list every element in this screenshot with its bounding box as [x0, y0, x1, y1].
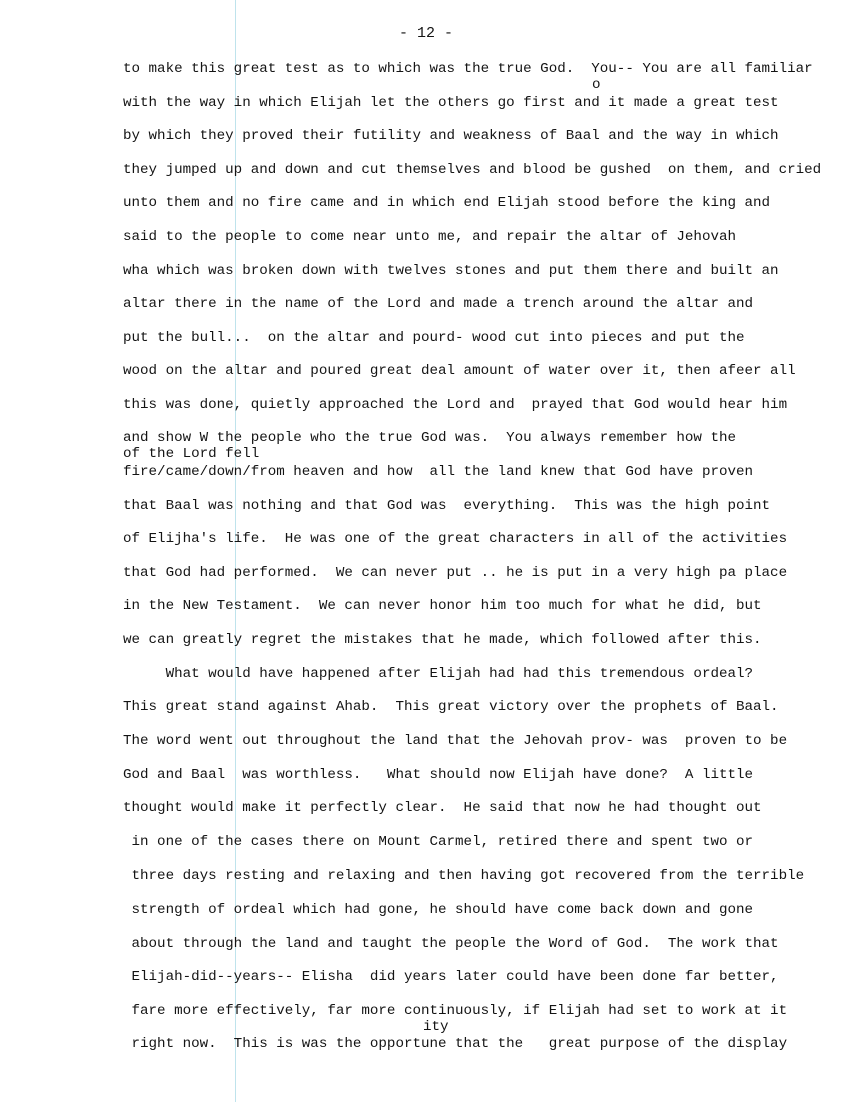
text-line: wood on the altar and poured great deal amount of water over it, then afeer all [123, 363, 796, 379]
text-line: altar there in the name of the Lord and made a trench around the altar and [123, 296, 754, 312]
text-line: What would have happened after Elijah had had this tremendous ordeal? [123, 666, 754, 682]
text-line: with the way in which Elijah let the others go first and it made a great test [123, 95, 779, 111]
text-line: Elijah-did--years-- Elisha did years later could have been done far better, [123, 969, 779, 985]
text-line: unto them and no fire came and in which end Elijah stood before the king and [123, 195, 771, 211]
marginal-mark: o [592, 77, 601, 93]
text-line: we can greatly regret the mistakes that he made, which followed after this. [123, 632, 762, 648]
text-line: right now. This is was the opportune that the great purpose of the display [123, 1036, 788, 1052]
text-line: they jumped up and down and cut themselves and blood be gushed on them, and cried [123, 162, 822, 178]
text-line: wha which was broken down with twelves stones and put them there and built an [123, 263, 779, 279]
text-line: fire/came/down/from heaven and how all the land knew that God have proven [123, 464, 754, 480]
text-line: thought would make it perfectly clear. He said that now he had thought out [123, 800, 762, 816]
text-line: strength of ordeal which had gone, he should have come back down and gone [123, 902, 754, 918]
text-line: God and Baal was worthless. What should now Elijah have done? A little [123, 767, 754, 783]
text-line: to make this great test as to which was the true God. You-- You are all familiar [123, 61, 813, 77]
interlinear-insertion: ity [423, 1019, 449, 1035]
text-line: this was done, quietly approached the Lord and prayed that God would hear him [123, 397, 788, 413]
interlinear-insertion: of the Lord fell [123, 446, 260, 462]
page-number: - 12 - [398, 25, 453, 42]
text-line: that Baal was nothing and that God was everything. This was the high point [123, 498, 771, 514]
text-line: by which they proved their futility and weakness of Baal and the way in which [123, 128, 779, 144]
text-line: that God had performed. We can never put .. he is put in a very high pa place [123, 565, 788, 581]
text-line: put the bull... on the altar and pourd- wood cut into pieces and put the [123, 330, 745, 346]
text-line: of Elijha's life. He was one of the great characters in all of the activities [123, 531, 788, 547]
text-line: The word went out throughout the land that the Jehovah prov- was proven to be [123, 733, 788, 749]
text-line: and show W the people who the true God was. You always remember how the [123, 430, 736, 446]
text-line: This great stand against Ahab. This great victory over the prophets of Baal. [123, 699, 779, 715]
text-line: in one of the cases there on Mount Carmel, retired there and spent two or [123, 834, 754, 850]
text-line: three days resting and relaxing and then having got recovered from the terrible [123, 868, 805, 884]
text-line: about through the land and taught the people the Word of God. The work that [123, 936, 779, 952]
text-line: said to the people to come near unto me, and repair the altar of Jehovah [123, 229, 736, 245]
text-line: fare more effectively, far more continuously, if Elijah had set to work at it [123, 1003, 788, 1019]
text-line: in the New Testament. We can never honor him too much for what he did, but [123, 598, 762, 614]
